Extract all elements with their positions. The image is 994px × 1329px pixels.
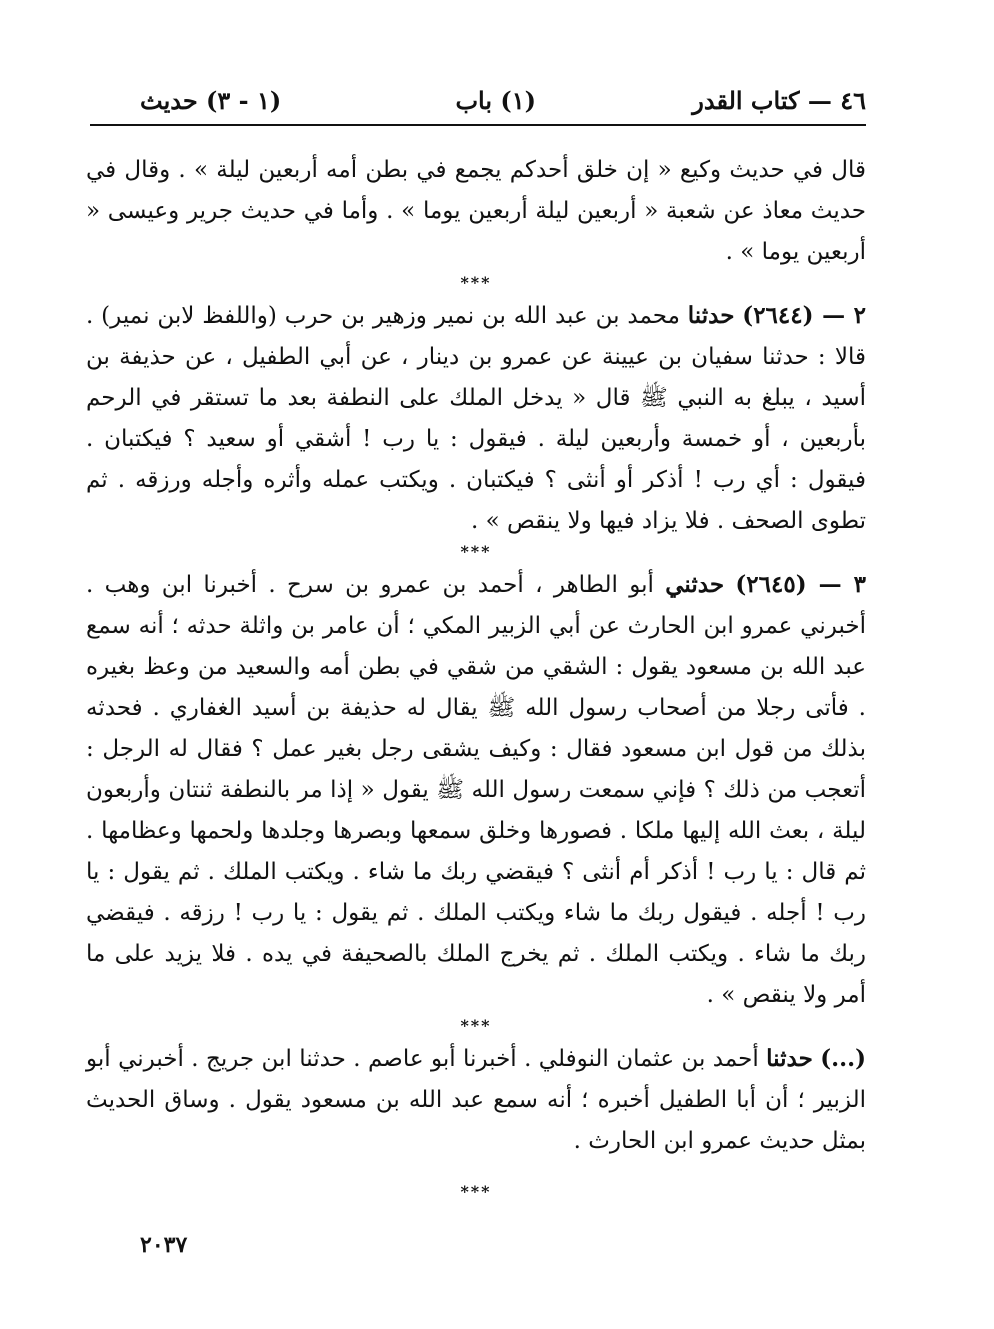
hadith-3-number: ٣ — (٢٦٤٥) (735, 571, 866, 598)
hadith-2 (86, 295, 866, 542)
hadith-3-variant (86, 1038, 866, 1162)
hadith-3-variant-number: (...) (820, 1045, 866, 1072)
header-book-title: ٤٦ — كتاب القدر (692, 86, 866, 115)
hadith-3-variant-haddathana: حدثنا (766, 1045, 813, 1072)
hadith-2-text: محمد بن عبد الله بن نمير وزهير بن حرب (واللفظ لابن نمير) . قالا : حدثنا سفيان بن عيينة عن عمرو بن دينار ، عن أبي الطفيل ، عن حذيفة بن أسيد ، يبلغ به النبي ﷺ قال « يدخل الملك على النطفة بعد ما تستقر في الرحم بأربعين ، أو خمسة وأربعين ليلة . فيقول : يا رب ! أشقي أو سعيد ؟ فيكتبان . فيقول : أي رب ! أذكر أو أنثى ؟ فيكتبان . ويكتب عمله وأثره وأجله ورزقه . ثم تطوى الصحف . فلا يزاد فيها ولا ينقص » . (86, 303, 866, 534)
page-body (86, 150, 866, 1204)
header-chapter: (١) باب (455, 86, 536, 115)
hadith-2-haddathana: حدثنا (687, 302, 735, 329)
star-separator: *** (460, 542, 492, 561)
continuation-line-2: عن شعبة « أربعين ليلة أربعين يوما » . وأما في حديث جرير وعيسى « أربعين يوما » . (86, 198, 866, 265)
paragraph-continuation (86, 150, 866, 273)
header-hadith-range: (١ - ٣) حديث (140, 86, 282, 115)
star-separator: *** (460, 1182, 492, 1201)
hadith-2-number: ٢ — (٢٦٤٤) (742, 302, 866, 329)
hadith-3-haddathana: حدثني (665, 571, 725, 598)
continuation-line-1: قال في حديث وكيع « إن خلق أحدكم يجمع في بطن أمه أربعين ليلة » . وقال في حديث معاذ (86, 157, 867, 224)
hadith-3-variant-text: أحمد بن عثمان النوفلي . أخبرنا أبو عاصم . حدثنا ابن جريج . أخبرني أبو الزبير ؛ أن أبا الطفيل أخبره ؛ أنه سمع عبد الله بن مسعود يقول . وساق الحديث بمثل حديث عمرو ابن الحارث . (86, 1046, 866, 1154)
hadith-3-text: أبو الطاهر ، أحمد بن عمرو بن سرح . أخبرنا ابن وهب . أخبرني عمرو ابن الحارث عن أبي الزبير المكي ؛ أن عامر بن واثلة حدثه ؛ أنه سمع عبد الله بن مسعود يقول : الشقي من شقي في بطن أمه والسعيد من وعظ بغيره . فأتى رجلا من أصحاب رسول الله ﷺ يقال له حذيفة بن أسيد الغفاري . فحدثه بذلك من قول ابن مسعود فقال : وكيف يشقى رجل بغير عمل ؟ فقال له الرجل : أتعجب من ذلك ؟ فإني سمعت رسول الله ﷺ يقول « إذا مر بالنطفة ثنتان وأربعون ليلة ، بعث الله إليها ملكا . فصورها وخلق سمعها وبصرها وجلدها ولحمها وعظامها . ثم قال : يا رب ! أذكر أم أنثى ؟ فيقضي ربك ما شاء . ويكتب الملك . ثم يقول : يا رب ! أجله . فيقول ربك ما شاء ويكتب الملك . ثم يقول : يا رب ! رزقه . فيقضي ربك ما شاء . ويكتب الملك . ثم يخرج الملك بالصحيفة في يده . فلا يزيد على ما أمر ولا ينقص » . (86, 572, 866, 1008)
star-separator: *** (460, 273, 492, 292)
page-number: ٢٠٣٧ (140, 1232, 188, 1258)
running-header (90, 80, 866, 124)
header-rule (90, 124, 866, 126)
star-separator: *** (460, 1016, 492, 1035)
hadith-3 (86, 564, 866, 1016)
